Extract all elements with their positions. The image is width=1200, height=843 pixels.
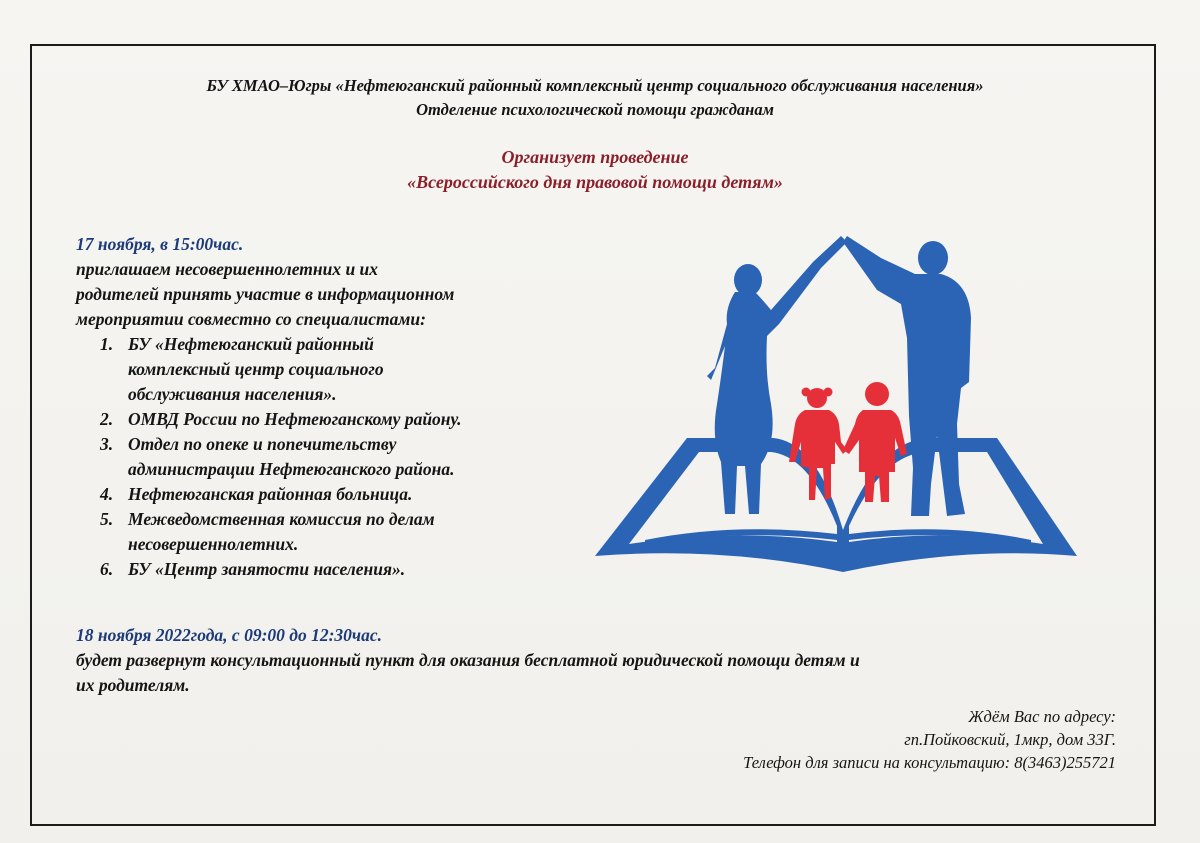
- list-item: [100, 407, 636, 432]
- list-number: 1.: [100, 334, 114, 354]
- family-on-book-icon: [585, 228, 1085, 578]
- contacts-block: [496, 705, 1116, 774]
- list-number: 6.: [100, 559, 114, 579]
- day1-date: 17 ноября, в 15:00час.: [76, 234, 244, 254]
- invite-line: приглашаем несовершеннолетних и их: [76, 259, 379, 279]
- organizations-list: [76, 332, 636, 582]
- list-number: 5.: [100, 509, 114, 529]
- list-item: [100, 507, 636, 557]
- department-title: Отделение психологической помощи гражданам: [416, 100, 774, 119]
- day2-block: [76, 623, 1136, 698]
- day2-text-line: будет развернут консультационный пункт для оказания бесплатной юридической помощи детям и: [76, 650, 860, 670]
- event-title-line1: Организует проведение: [501, 147, 689, 167]
- list-item: [100, 332, 636, 407]
- list-item: [100, 432, 636, 482]
- poster-header: [30, 74, 1160, 122]
- list-item: [100, 557, 636, 582]
- day2-text-line: их родителям.: [76, 675, 190, 695]
- phone-text: Телефон для записи на консультацию: 8(3463)255721: [743, 753, 1116, 772]
- list-item-line: комплексный центр социального: [128, 359, 384, 379]
- day1-block: [76, 232, 636, 582]
- address-text: гп.Пойковский, 1мкр, дом 33Г.: [904, 730, 1116, 749]
- invite-line: родителей принять участие в информационном: [76, 284, 455, 304]
- list-item-line: Отдел по опеке и попечительству: [128, 434, 397, 454]
- list-item-line: БУ «Центр занятости населения».: [128, 559, 406, 579]
- list-item-line: обслуживания населения».: [128, 384, 337, 404]
- day2-date: 18 ноября 2022года, с 09:00 до 12:30час.: [76, 625, 382, 645]
- list-number: 3.: [100, 434, 114, 454]
- list-item-line: администрации Нефтеюганского района.: [128, 459, 455, 479]
- list-item-line: БУ «Нефтеюганский районный: [128, 334, 374, 354]
- list-item-line: Нефтеюганская районная больница.: [128, 484, 413, 504]
- event-title: [30, 145, 1160, 195]
- list-item-line: ОМВД России по Нефтеюганскому району.: [128, 409, 462, 429]
- invite-line: мероприятии совместно со специалистами:: [76, 309, 426, 329]
- list-item-line: несовершеннолетних.: [128, 534, 299, 554]
- organization-title: БУ ХМАО–Югры «Нефтеюганский районный комплексный центр социального обслуживания населения»: [206, 76, 984, 95]
- event-title-line2: «Всероссийского дня правовой помощи детям»: [407, 172, 783, 192]
- book-icon: [595, 438, 1077, 572]
- list-item: [100, 482, 636, 507]
- contacts-heading: Ждём Вас по адресу:: [968, 707, 1116, 726]
- list-item-line: Межведомственная комиссия по делам: [128, 509, 435, 529]
- list-number: 2.: [100, 409, 114, 429]
- list-number: 4.: [100, 484, 114, 504]
